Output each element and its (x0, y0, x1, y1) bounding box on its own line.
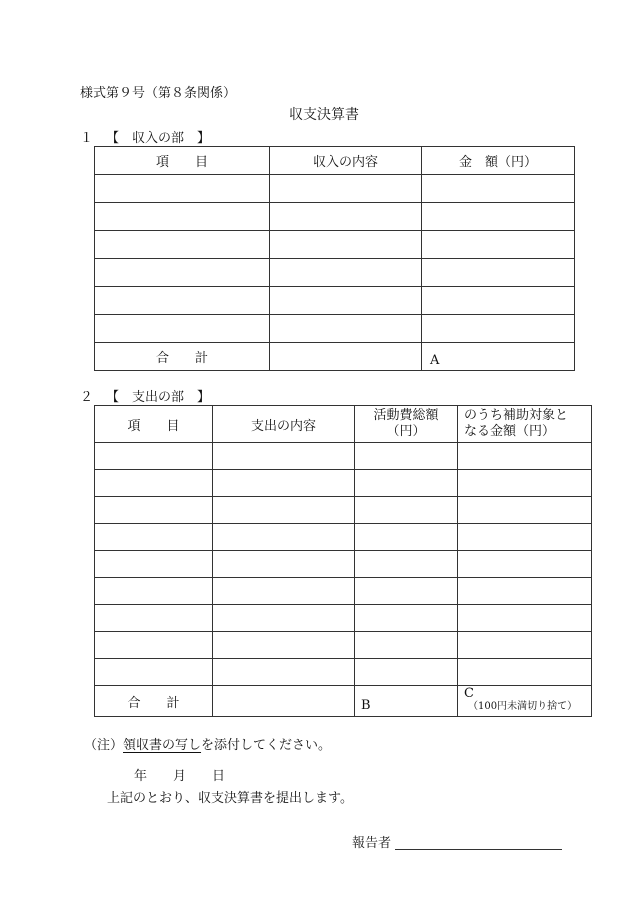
expense-col-subsidy-line2: なる金額（円） (464, 424, 556, 439)
income-cell[interactable] (270, 259, 422, 287)
expense-col-content: 支出の内容 (213, 406, 355, 443)
expense-cell[interactable] (355, 470, 458, 497)
expense-cell[interactable] (95, 443, 213, 470)
expense-cell[interactable] (95, 470, 213, 497)
income-total-code: A (430, 353, 440, 368)
expense-cell[interactable] (213, 659, 355, 686)
expense-cell[interactable] (213, 470, 355, 497)
income-table (94, 146, 575, 371)
expense-total-amount[interactable] (355, 686, 458, 717)
income-cell[interactable] (422, 259, 575, 287)
expense-col-total (355, 406, 458, 443)
expense-col-item: 項 目 (95, 406, 213, 443)
expense-cell[interactable] (458, 497, 592, 524)
expense-cell[interactable] (458, 470, 592, 497)
income-cell[interactable] (270, 231, 422, 259)
income-cell[interactable] (95, 315, 270, 343)
expense-section-number: ２ (80, 390, 94, 405)
expense-col-subsidy-line1: のうち補助対象と (464, 408, 569, 423)
expense-cell[interactable] (95, 605, 213, 632)
expense-total-code-b: B (361, 698, 371, 713)
page-title: 収支決算書 (289, 107, 359, 123)
note-suffix: を添付してください。 (201, 738, 332, 753)
rounding-note: （100円未満切り捨て） (468, 701, 578, 712)
expense-total-content[interactable] (213, 686, 355, 717)
expense-cell[interactable] (95, 497, 213, 524)
income-cell[interactable] (95, 175, 270, 203)
expense-cell[interactable] (213, 443, 355, 470)
income-cell[interactable] (95, 203, 270, 231)
income-col-content: 収入の内容 (270, 147, 422, 175)
expense-total-label: 合 計 (95, 686, 213, 717)
expense-cell[interactable] (213, 497, 355, 524)
expense-cell[interactable] (458, 578, 592, 605)
expense-row (95, 659, 592, 686)
income-cell[interactable] (422, 315, 575, 343)
expense-row (95, 470, 592, 497)
expense-total-code-c: C (464, 686, 474, 701)
income-row (95, 315, 575, 343)
expense-cell[interactable] (458, 443, 592, 470)
note-prefix: （注） (84, 738, 124, 753)
expense-col-total-line2: （円） (386, 424, 426, 439)
expense-cell[interactable] (95, 632, 213, 659)
expense-cell[interactable] (458, 632, 592, 659)
income-cell[interactable] (422, 231, 575, 259)
income-total-amount[interactable] (422, 343, 575, 371)
income-section-heading: 【 収入の部 】 (106, 131, 211, 146)
expense-row (95, 605, 592, 632)
expense-cell[interactable] (458, 605, 592, 632)
income-col-amount: 金 額（円） (422, 147, 575, 175)
income-cell[interactable] (422, 175, 575, 203)
expense-row (95, 443, 592, 470)
income-total-label: 合 計 (95, 343, 270, 371)
expense-cell[interactable] (458, 659, 592, 686)
expense-section-heading: 【 支出の部 】 (106, 390, 211, 405)
expense-row (95, 632, 592, 659)
expense-cell[interactable] (95, 659, 213, 686)
income-cell[interactable] (270, 175, 422, 203)
expense-cell[interactable] (355, 578, 458, 605)
income-row (95, 175, 575, 203)
income-total-row (95, 343, 575, 371)
expense-cell[interactable] (213, 551, 355, 578)
income-cell[interactable] (95, 287, 270, 315)
income-cell[interactable] (270, 203, 422, 231)
income-cell[interactable] (95, 259, 270, 287)
income-cell[interactable] (270, 287, 422, 315)
expense-cell[interactable] (355, 497, 458, 524)
income-cell[interactable] (95, 231, 270, 259)
note-receipt-copy: 領収書の写し (123, 738, 202, 753)
income-cell[interactable] (422, 287, 575, 315)
income-row (95, 259, 575, 287)
income-total-content[interactable] (270, 343, 422, 371)
date-line: 年 月 日 (134, 769, 226, 784)
expense-cell[interactable] (355, 443, 458, 470)
expense-total-row (95, 686, 592, 717)
expense-row (95, 551, 592, 578)
expense-cell[interactable] (458, 524, 592, 551)
expense-cell[interactable] (95, 578, 213, 605)
expense-cell[interactable] (355, 632, 458, 659)
income-row (95, 231, 575, 259)
expense-cell[interactable] (95, 524, 213, 551)
expense-cell[interactable] (355, 659, 458, 686)
reporter-signature-line[interactable] (395, 849, 562, 850)
income-row (95, 287, 575, 315)
submission-statement: 上記のとおり、収支決算書を提出します。 (107, 791, 353, 806)
expense-cell[interactable] (355, 605, 458, 632)
expense-row (95, 497, 592, 524)
expense-cell[interactable] (213, 578, 355, 605)
income-cell[interactable] (422, 203, 575, 231)
expense-cell[interactable] (213, 605, 355, 632)
income-col-item: 項 目 (95, 147, 270, 175)
expense-row (95, 578, 592, 605)
income-header-row (95, 147, 575, 175)
income-cell[interactable] (270, 315, 422, 343)
expense-subsidy-amount[interactable] (458, 686, 592, 717)
expense-cell[interactable] (355, 551, 458, 578)
expense-cell[interactable] (355, 524, 458, 551)
income-section-number: １ (80, 131, 94, 146)
expense-cell[interactable] (95, 551, 213, 578)
expense-cell[interactable] (213, 632, 355, 659)
expense-col-subsidy (458, 406, 592, 443)
income-row (95, 203, 575, 231)
expense-cell[interactable] (213, 524, 355, 551)
expense-header-row (95, 406, 592, 443)
note-line (84, 734, 331, 753)
expense-cell[interactable] (458, 551, 592, 578)
form-number: 様式第９号（第８条関係） (80, 86, 237, 101)
expense-table (94, 405, 592, 717)
reporter-label: 報告者 (352, 836, 392, 851)
expense-col-total-line1: 活動費総額 (373, 408, 439, 423)
expense-row (95, 524, 592, 551)
